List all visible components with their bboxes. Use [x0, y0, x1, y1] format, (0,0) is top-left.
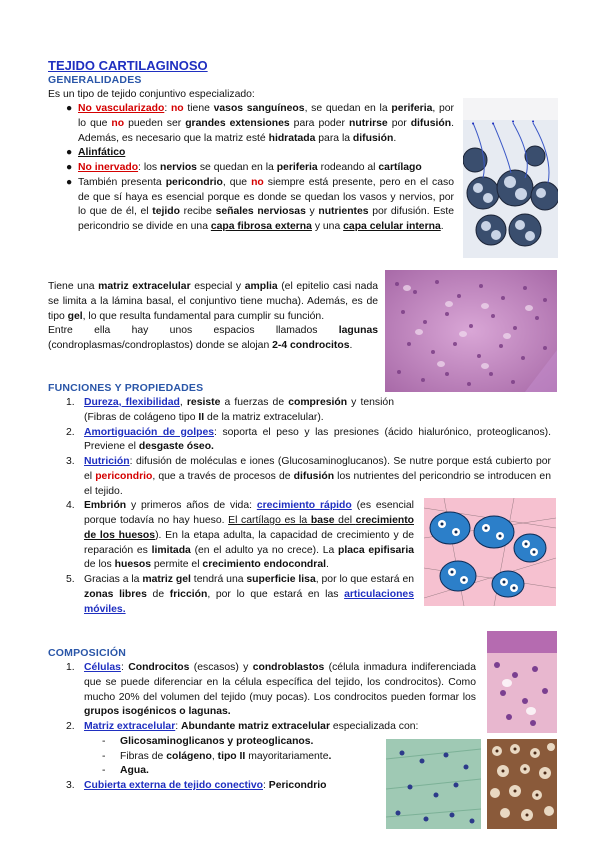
- page-title: TEJIDO CARTILAGINOSO: [48, 58, 208, 73]
- green-stained-cartilage-image: [386, 739, 481, 829]
- list-item: 2. Matriz extracelular: Abundante matriz extracelular especializada con:: [66, 721, 419, 733]
- bullet-icon: ●: [66, 162, 73, 174]
- sub-list-item: - Fibras de colágeno, tipo II mayoritariamente.: [102, 750, 332, 762]
- stained-section-graphic: [487, 631, 557, 733]
- list-item: 1. Dureza, flexibilidad, resiste a fuerzas de compresión y tensión (Fibras de colágeno tipo II de la matriz extracelular).: [66, 397, 394, 423]
- bullet-icon: ●: [66, 176, 73, 188]
- cartilage-lagunas-diagram-image: [463, 98, 558, 258]
- brown-stained-cartilage-image: [487, 739, 557, 829]
- list-item: 1. Células: Condrocitos (escasos) y condroblastos (célula inmadura indiferenciada que se puede diferenciar en la célula específica del tejido, los condrocitos). Como mucho 20% del volumen del tejido (muy pocas). Los condrocitos pueden formar los grupos isogénicos o lagunas.: [66, 662, 476, 718]
- hyaline-cartilage-micrograph-image: [385, 270, 557, 392]
- list-item: ● También presenta pericondrio, que no siempre está presente, pero en el caso de que sí haya es esencial porque es donde se quedan los vasos y nervios, por lo que de él, el tejido recibe señales nerviosas y nutrientes por difusión. Este pericondrio se divide en una capa fibrosa externa y una capa celular interna.: [66, 176, 455, 233]
- list-item: ● No inervado: los nervios se quedan en la periferia rodeando al cartílago: [66, 161, 454, 176]
- svg-text:•: •: [531, 118, 536, 126]
- list-item: 4. Embrión y primeros años de vida: crecimiento rápido (es esencial porque todavía no hay hueso. El cartílago es la base del crecimiento de los huesos). En la etapa adulta, la capacidad de crecimiento y de reparación es limitada (en el adulto ya no crece). La placa epifisaria de los huesos permite el crecimiento endocondral.: [66, 500, 414, 571]
- svg-text:•: •: [471, 120, 476, 128]
- bullet-icon: ●: [66, 103, 73, 114]
- list-item: ● No vascularizado: no tiene vasos sanguíneos, se quedan en la periferia, por lo que no pueden ser grandes extensiones para poder nutrirse por difusión. Además, es necesario que la matriz esté hidratada para la difusión.: [66, 103, 455, 144]
- section-heading-composicion: COMPOSICIÓN: [48, 647, 127, 659]
- list-item: 3. Cubierta externa de tejido conectivo: Pericondrio: [66, 780, 327, 792]
- generalidades-list: [66, 102, 454, 235]
- matriz-paragraph: Tiene una matriz extracelular especial y amplia (el epitelio casi nada se limita a la lámina basal, el conjuntivo tiene mucha). Además, es de tipo gel, lo que resulta fundamental para cumplir su función. Entre ella hay unos espacios llamados lagunas (condroplasmas/condroplastos) donde se alojan 2-4 condrocitos.: [48, 281, 379, 352]
- green-cartilage-graphic: [386, 739, 481, 829]
- cartilage-diagram-graphic: [463, 98, 558, 258]
- intro-text: Es un tipo de tejido conjuntivo especializado:: [48, 89, 255, 100]
- isogenous-groups-image: [424, 498, 556, 606]
- brown-cartilage-graphic: [487, 739, 557, 829]
- cartilage-stained-section-image: [487, 631, 557, 733]
- list-item: ● Alinfático: [66, 146, 454, 161]
- sub-list-item: - Glicosaminoglicanos y proteoglicanos.: [102, 735, 314, 747]
- section-heading-generalidades: GENERALIDADES: [48, 74, 142, 86]
- list-item: 5. Gracias a la matriz gel tendrá una superficie lisa, por lo que estará en zonas libres de fricción, por lo que estará en las articulaciones móviles.: [66, 574, 414, 615]
- svg-text:•: •: [491, 120, 496, 128]
- list-item: 2. Amortiguación de golpes: soporta el peso y las presiones (ácido hialurónico, proteoglicanos). Previene el desgaste óseo.: [66, 426, 551, 453]
- sub-list-item: - Agua.: [102, 765, 149, 777]
- isogenous-groups-graphic: [424, 498, 556, 606]
- list-item: 3. Nutrición: difusión de moléculas e iones (Glucosaminoglucanos). Se nutre porque está cubierto por el pericondrio, que a través de procesos de difusión los nutrientes del pericondrio se introducen en el tejido.: [66, 456, 551, 497]
- section-heading-funciones: FUNCIONES Y PROPIEDADES: [48, 382, 204, 394]
- bullet-icon: ●: [66, 147, 73, 159]
- svg-text:•: •: [511, 118, 516, 126]
- micrograph-graphic: [385, 270, 557, 392]
